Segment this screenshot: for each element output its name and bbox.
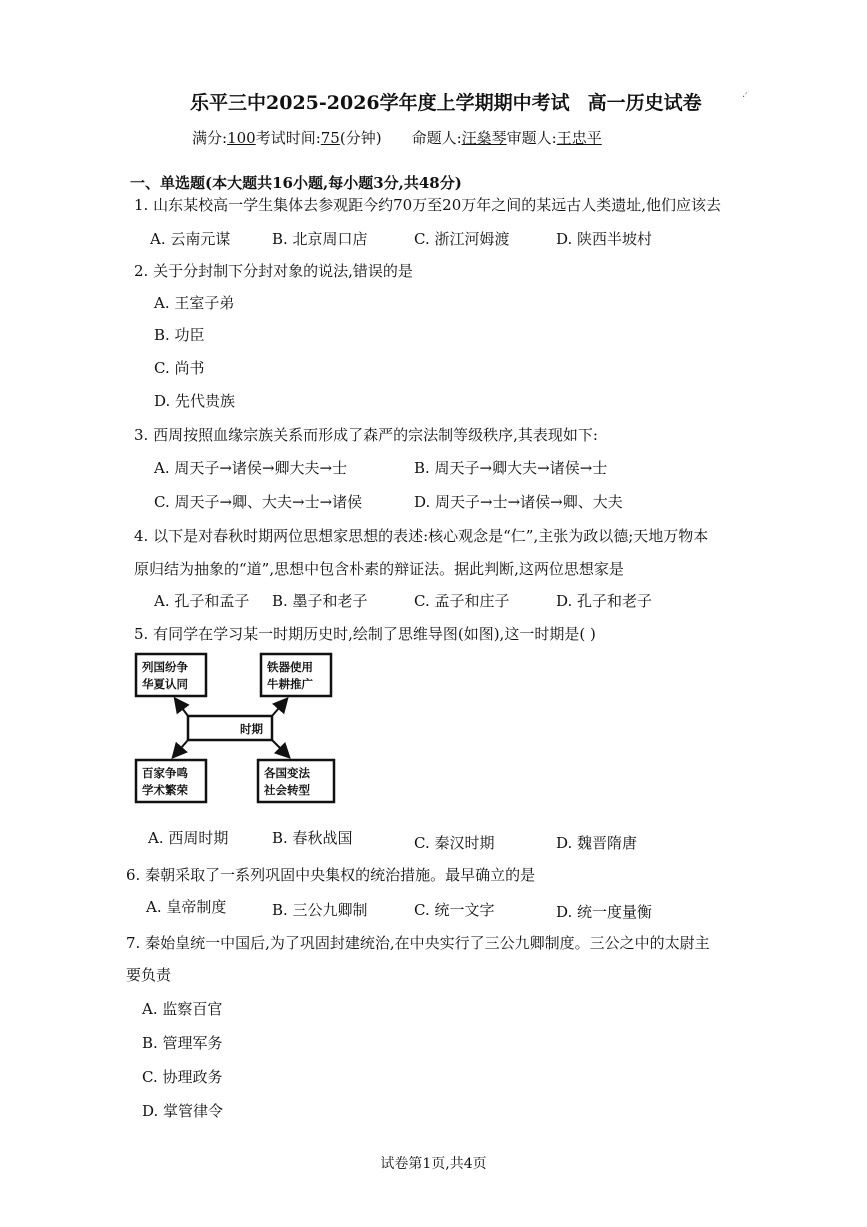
section-heading: 一、单选题(本大题共16小题,每小题3分,共48分)	[130, 174, 462, 192]
q3-option-c: C. 周天子→卿、大夫→士→诸侯	[154, 493, 363, 511]
question-7-stem: 7. 秦始皇统一中国后,为了巩固封建统治,在中央实行了三公九卿制度。三公之中的太尉主	[126, 934, 710, 952]
diagram-bl-line1: 百家争鸣	[142, 766, 188, 780]
diagram-tl-line1: 列国纷争	[142, 660, 188, 674]
full-score-label: 满分:	[192, 129, 228, 147]
reviewer-value: 王忠平	[556, 129, 602, 147]
q2-option-c: C. 尚书	[154, 359, 205, 377]
question-3-stem: 3. 西周按照血缘宗族关系而形成了森严的宗法制等级秩序,其表现如下:	[134, 426, 598, 444]
q1-option-d: D. 陕西半坡村	[556, 230, 653, 248]
q6-option-a: A. 皇帝制度	[146, 898, 227, 916]
q5-option-b: B. 春秋战国	[272, 829, 353, 847]
q1-option-c: C. 浙江河姆渡	[414, 230, 510, 248]
exam-title-text: 乐平三中2025-2026学年度上学期期中考试	[190, 92, 570, 114]
question-1-stem: 1. 山东某校高一学生集体去参观距今约70万至20万年之间的某远古人类遗址,他们应该去	[134, 196, 722, 214]
q6-option-d: D. 统一度量衡	[556, 903, 653, 921]
diagram-tr-line1: 铁器使用	[267, 660, 313, 674]
q1-option-a: A. 云南元谋	[150, 230, 231, 248]
exam-title	[190, 88, 750, 115]
q4-option-a: A. 孔子和孟子	[154, 592, 250, 610]
question-5-stem: 5. 有同学在学习某一时期历史时,绘制了思维导图(如图),这一时期是( )	[134, 625, 596, 643]
page-footer: 试卷第1页,共4页	[380, 1156, 487, 1172]
diagram-arrow-tr	[272, 700, 286, 716]
diagram-center-label: 时期	[240, 722, 263, 736]
diagram-br-line1: 各国变法	[264, 766, 310, 780]
q5-option-a: A. 西周时期	[148, 829, 229, 847]
exam-meta	[192, 127, 752, 148]
diagram-arrow-bl	[174, 740, 188, 756]
q4-option-c: C. 孟子和庄子	[414, 592, 510, 610]
diagram-arrow-tl	[176, 700, 188, 716]
q5-option-c: C. 秦汉时期	[414, 834, 495, 852]
q1-option-b: B. 北京周口店	[272, 230, 368, 248]
q2-option-b: B. 功臣	[154, 326, 205, 344]
q5-option-d: D. 魏晋隋唐	[556, 834, 638, 852]
question-4-stem: 4. 以下是对春秋时期两位思想家思想的表述:核心观念是“仁”,主张为政以德;天地万物本	[134, 527, 709, 545]
question-4-stem-cont: 原归结为抽象的“道”,思想中包含朴素的辩证法。据此判断,这两位思想家是	[134, 560, 624, 578]
author-value: 汪燊琴	[461, 129, 507, 147]
q7-option-d: D. 掌管律令	[142, 1102, 224, 1120]
diagram-arrow-br	[272, 740, 288, 756]
question-7-stem-cont: 要负责	[126, 966, 172, 984]
reviewer-label: 审题人:	[506, 129, 557, 147]
diagram-bl-line2: 学术繁荣	[142, 783, 188, 797]
mind-map-diagram	[134, 650, 354, 810]
q7-option-b: B. 管理军务	[142, 1034, 223, 1052]
question-6-stem: 6. 秦朝采取了一系列巩固中央集权的统治措施。最早确立的是	[126, 866, 536, 884]
diagram-tl-line2: 华夏认同	[142, 677, 188, 691]
q3-option-a: A. 周天子→诸侯→卿大夫→士	[154, 459, 348, 477]
scan-mark: ·′	[742, 92, 748, 103]
q6-option-c: C. 统一文字	[414, 901, 495, 919]
time-value: 75	[320, 129, 340, 147]
author-label: 命题人:	[411, 129, 462, 147]
q3-option-d: D. 周天子→士→诸侯→卿、大夫	[414, 493, 623, 511]
q2-option-a: A. 王室子弟	[154, 294, 235, 312]
full-score-value: 100	[227, 129, 256, 147]
q2-option-d: D. 先代贵族	[154, 392, 236, 410]
diagram-tr-line2: 牛耕推广	[267, 677, 313, 691]
q7-option-a: A. 监察百官	[142, 1000, 223, 1018]
q3-option-b: B. 周天子→卿大夫→诸侯→士	[414, 459, 608, 477]
question-2-stem: 2. 关于分封制下分封对象的说法,错误的是	[134, 262, 413, 280]
diagram-br-line2: 社会转型	[264, 783, 310, 797]
exam-subject: 高一历史试卷	[587, 92, 702, 114]
q4-option-d: D. 孔子和老子	[556, 592, 653, 610]
q7-option-c: C. 协理政务	[142, 1068, 223, 1086]
q4-option-b: B. 墨子和老子	[272, 592, 368, 610]
time-label: 考试时间:	[255, 129, 321, 147]
q6-option-b: B. 三公九卿制	[272, 901, 368, 919]
time-unit: (分钟)	[339, 129, 382, 147]
